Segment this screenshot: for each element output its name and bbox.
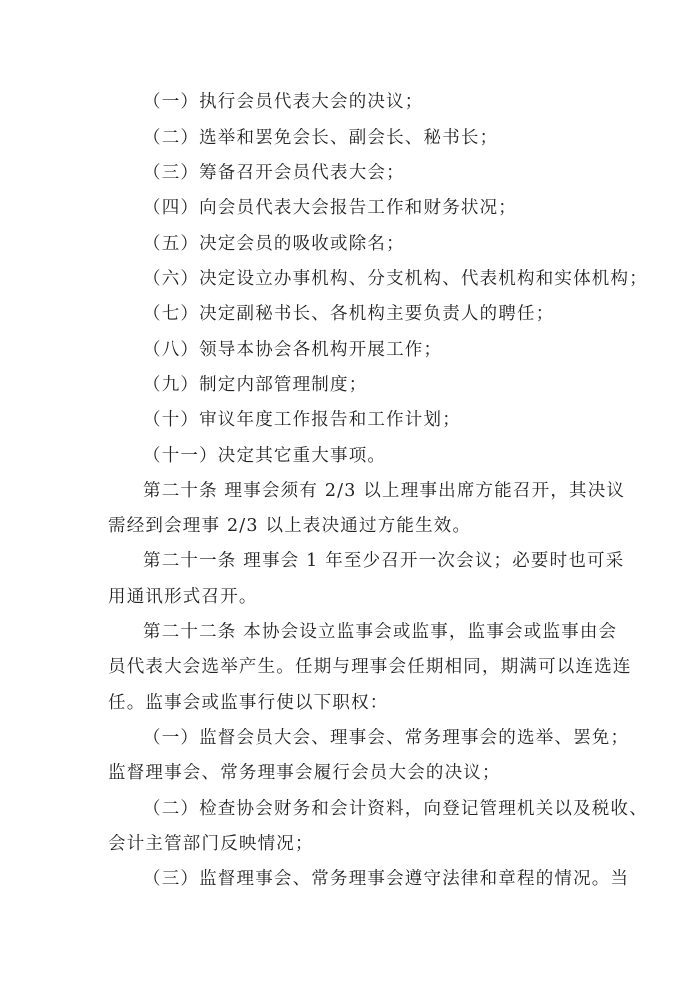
supervisory-item-1-line-2: 监督理事会、常务理事会履行会员大会的决议； [108, 763, 501, 783]
list-item-3: （三）筹备召开会员代表大会； [143, 163, 405, 183]
supervisory-item-2-line-1: （二）检查协会财务和会计资料，向登记管理机关以及税收、 [143, 799, 648, 819]
list-item-4: （四）向会员代表大会报告工作和财务状况； [143, 198, 517, 218]
article-20-line-2: 需经到会理事 2/3 以上表决通过方能生效。 [108, 516, 472, 536]
article-20-line-1: 第二十条 理事会须有 2/3 以上理事出席方能召开，其决议 [143, 481, 626, 501]
list-item-11: （十一）决定其它重大事项。 [143, 446, 387, 466]
supervisory-item-3-line-1: （三）监督理事会、常务理事会遵守法律和章程的情况。当 [143, 869, 630, 889]
list-item-9: （九）制定内部管理制度； [143, 375, 368, 395]
list-item-2: （二）选举和罢免会长、副会长、秘书长； [143, 128, 499, 148]
supervisory-item-1-line-1: （一）监督会员大会、理事会、常务理事会的选举、罢免； [143, 728, 630, 748]
list-item-5: （五）决定会员的吸收或除名； [143, 234, 405, 254]
list-item-1: （一）执行会员代表大会的决议； [143, 92, 424, 112]
list-item-7: （七）决定副秘书长、各机构主要负责人的聘任； [143, 304, 555, 324]
list-item-6: （六）决定设立办事机构、分支机构、代表机构和实体机构； [143, 269, 648, 289]
list-item-8: （八）领导本协会各机构开展工作； [143, 340, 443, 360]
list-item-10: （十）审议年度工作报告和工作计划； [143, 410, 461, 430]
supervisory-item-2-line-2: 会计主管部门反映情况； [108, 834, 314, 854]
article-22-line-3: 任。监事会或监事行使以下职权： [108, 693, 389, 713]
article-22-line-2: 员代表大会选举产生。任期与理事会任期相同，期满可以连选连 [108, 657, 632, 677]
article-21-line-2: 用通讯形式召开。 [108, 587, 258, 607]
article-22-line-1: 第二十二条 本协会设立监事会或监事，监事会或监事由会 [143, 622, 618, 642]
article-21-line-1: 第二十一条 理事会 1 年至少召开一次会议；必要时也可采 [143, 551, 625, 571]
